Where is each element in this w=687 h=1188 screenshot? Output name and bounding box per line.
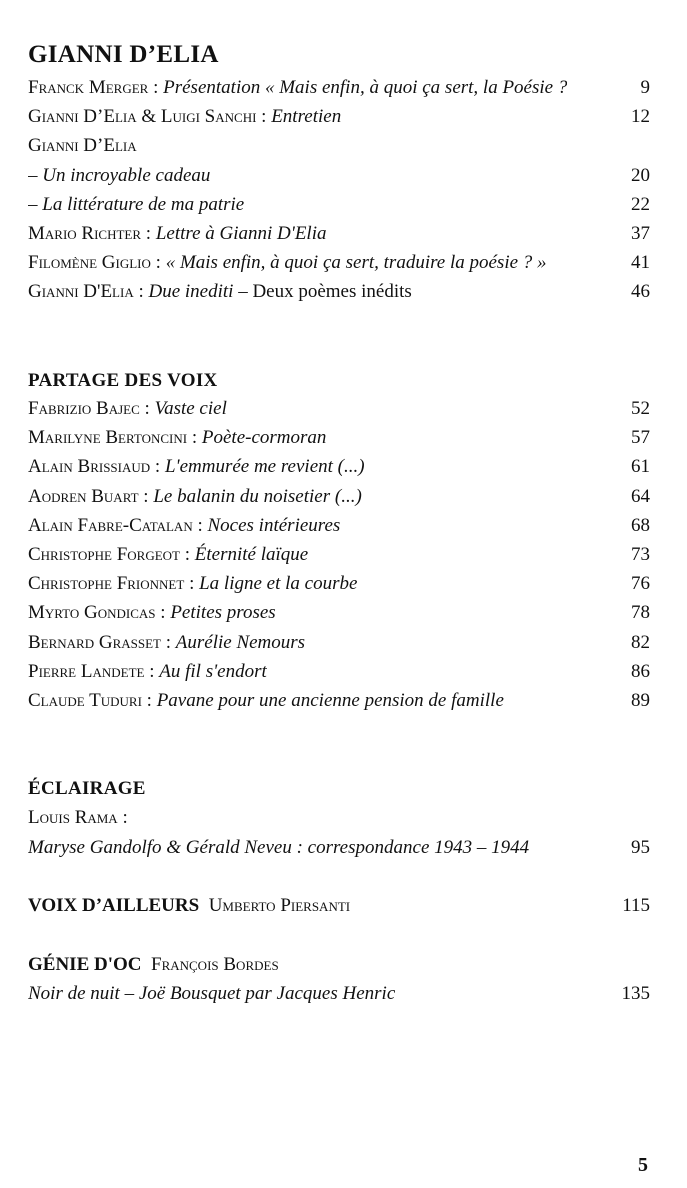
entry-page: 9 [640,77,650,98]
entry-page: 41 [631,252,650,274]
entry-page: 37 [631,223,650,244]
entry-page: 61 [631,456,650,478]
entry-page: 57 [631,427,650,449]
entry-title: Éternité laïque [194,544,309,565]
entry-title: Au fil s'endort [159,660,267,682]
entry-sep: : [133,281,149,303]
entry-author: Filomène Giglio [28,252,151,274]
toc-entry[interactable] [28,569,650,598]
entry-title: – La littérature de ma patrie [28,193,245,215]
entry-sep: : [155,602,171,624]
toc-entry[interactable] [28,511,650,540]
entry-page: 12 [631,106,650,128]
entry-author: Gianni D’Elia & Luigi Sanchi [28,106,257,128]
entry-sep: : [184,573,200,595]
entry-author: Marilyne Bertoncini [28,427,188,449]
entry-title: Noces intérieures [207,514,341,536]
entry-author: Gianni D’Elia [28,135,137,157]
entry-title: Pavane pour une ancienne pension de famille [156,690,504,711]
entry-title: Due inediti [148,281,234,303]
entry-title: Noir de nuit – Joë Bousquet par Jacques Henric [28,983,396,1004]
entry-author: Fabrizio Bajec [28,398,140,419]
entry-author: Mario Richter [28,223,142,244]
entry-author: Gianni D'Elia [28,281,134,303]
toc-entry[interactable] [28,950,650,979]
entry-title: Aurélie Nemours [175,631,306,653]
entry-author: Christophe Frionnet [28,573,185,595]
entry-title: Entretien [271,106,342,128]
section-heading-ailleurs: VOIX D’AILLEURS [28,895,200,916]
entry-title: « Mais enfin, à quoi ça sert, traduire la poésie ? » [165,252,547,274]
section-heading-eclairage: ÉCLAIRAGE [28,778,146,799]
entry-author: Claude Tuduri [28,690,142,711]
entry-page: 89 [631,690,650,711]
entry-page: 52 [631,398,650,419]
entry-title: Vaste ciel [154,398,227,419]
toc-entry[interactable] [28,891,650,920]
entry-page: 82 [631,631,650,653]
entry-sep: : [141,690,157,711]
entry-author: Pierre Landete [28,660,145,682]
entry-sep: : [150,252,166,274]
entry-page: 78 [631,602,650,624]
entry-plain: – Deux poèmes inédits [233,281,412,303]
entry-page: 135 [621,983,650,1004]
toc-entry[interactable] [28,979,650,1008]
section-heading-delia: GIANNI D’ELIA [28,41,219,68]
toc-entry[interactable] [28,803,650,832]
entry-title: L'emmurée me revient (...) [164,456,365,478]
entry-sep: : [187,427,202,449]
toc-entry[interactable] [28,423,650,452]
entry-page: 22 [631,193,650,215]
entry-title: Poète-cormoran [201,427,327,449]
entry-page: 115 [622,895,650,916]
toc-entry[interactable] [28,394,650,423]
toc-entry[interactable] [28,102,650,131]
entry-author: Aodren Buart [28,485,139,507]
entry-sep: : [144,660,160,682]
toc-entry[interactable] [28,277,650,306]
entry-author: Alain Brissiaud [28,456,151,478]
entry-author: Umberto Piersanti [208,895,351,916]
entry-author: Bernard Grasset [28,631,161,653]
entry-sep: : [161,631,176,653]
entry-title: Présentation « Mais enfin, à quoi ça sert, la Poésie ? [163,77,568,98]
section-heading-partage: PARTAGE DES VOIX [28,370,218,391]
entry-title: Maryse Gandolfo & Gérald Neveu : correspondance 1943 – 1944 [28,837,530,858]
toc-entry[interactable] [28,219,650,248]
entry-sep: : [139,398,155,419]
entry-sep: : [148,77,164,98]
entry-page: 20 [631,164,650,186]
entry-page: 46 [631,281,650,303]
entry-author: Franck Merger [28,77,149,98]
entry-sep: : [192,514,208,536]
entry-page: 86 [631,660,650,682]
entry-page: 95 [631,837,650,858]
entry-page: 76 [631,573,650,595]
section-heading-oc: GÉNIE D'OC [28,954,142,975]
toc-entry[interactable] [28,161,650,190]
entry-author: Alain Fabre-Catalan [28,514,193,536]
entry-author: Myrto Gondicas [28,602,156,624]
toc-entry[interactable] [28,73,650,102]
toc-entry[interactable] [28,248,650,277]
entry-author: Louis Rama : [28,807,128,828]
toc-entry[interactable] [28,657,650,686]
entry-author: François Bordes [151,954,279,975]
toc-entry[interactable] [28,628,650,657]
entry-sep: : [150,456,165,478]
entry-page: 73 [631,544,650,565]
entry-sep: : [256,106,272,128]
entry-title: Le balanin du noisetier (...) [153,485,362,507]
toc-entry[interactable] [28,833,650,862]
entry-title: La ligne et la courbe [199,573,358,595]
toc-entry[interactable] [28,482,650,511]
entry-page: 64 [631,485,650,507]
toc-entry[interactable] [28,131,650,160]
entry-author: Christophe Forgeot [28,544,180,565]
entry-sep: : [179,544,195,565]
entry-sep: : [138,485,154,507]
toc-entry[interactable] [28,452,650,481]
entry-title: Petites proses [170,602,276,624]
entry-sep: : [141,223,156,244]
toc-entry[interactable] [28,598,650,627]
entry-title: – Un incroyable cadeau [28,164,211,186]
toc-entry[interactable] [28,190,650,219]
page-number: 5 [638,1154,648,1176]
entry-page: 68 [631,514,650,536]
entry-title: Lettre à Gianni D'Elia [155,223,327,244]
toc-entry[interactable] [28,540,650,569]
toc-entry[interactable] [28,686,650,715]
